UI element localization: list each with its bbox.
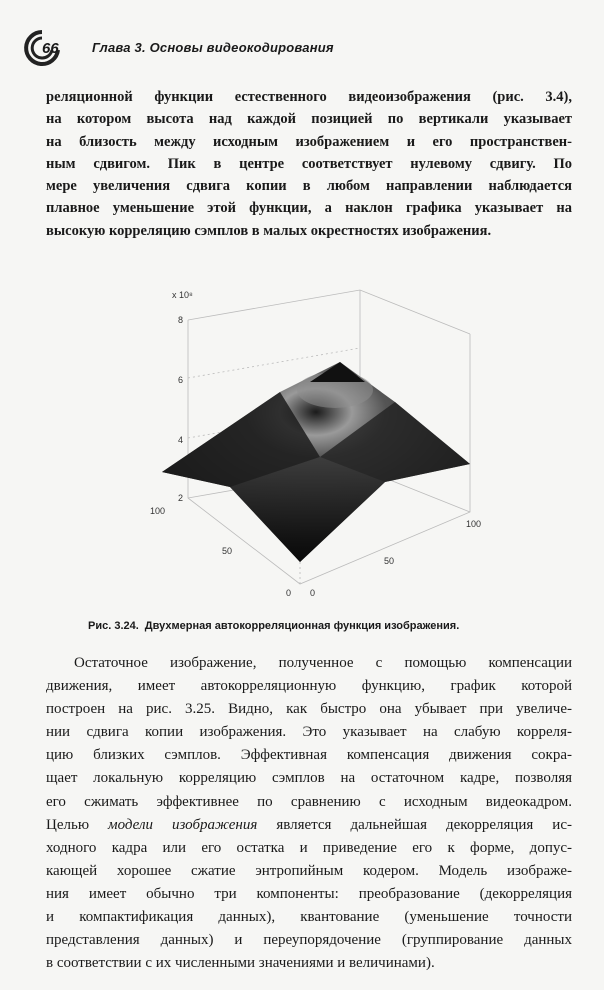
text-line: нии сдвига копии изображения. Это указывает на слабую корреля-: [46, 724, 572, 741]
left-axis-tick: 100: [150, 506, 166, 516]
text-line: Остаточное изображение, полученное с помощью компенсации: [74, 655, 572, 671]
text-line: высокую корреляцию сэмплов в малых окрестностях изображения.: [46, 222, 492, 239]
surface-plot: [150, 282, 490, 602]
running-head: Глава 3. Основы видеокодирования: [92, 40, 334, 55]
emphasized-term: модели изображения: [108, 816, 258, 833]
text-segment: Целью: [46, 816, 109, 833]
text-line: кающей хорошее сжатие энтропийным кодером. Модель изображе-: [46, 862, 572, 879]
figure-caption-text: Двухмерная автокорреляционная функция изображения.: [144, 620, 460, 632]
figure-number: Рис. 3.24.: [88, 620, 139, 632]
text-line: ным сдвигом. Пик в центре соответствует нулевому сдвигу. По: [46, 155, 572, 172]
text-line: щает локальную корреляцию сэмплов на остаточном кадре, позволяя: [46, 770, 572, 787]
z-tick: 4: [178, 435, 184, 445]
text-line-with-emphasis: [46, 814, 572, 837]
text-line: реляционной функции естественного видеоизображения (рис. 3.4),: [46, 89, 572, 105]
text-line: плавное уменьшение этой функции, а наклон графика указывает на: [46, 200, 572, 217]
left-axis-tick: 0: [286, 588, 292, 598]
autocorrelation-figure: [150, 282, 490, 602]
right-axis-tick: 0: [310, 588, 316, 598]
text-line: ходного кадра или его остатка и приведение его к форме, допус-: [46, 839, 572, 856]
page-number: 66: [42, 40, 59, 57]
text-line: мере увеличения сдвига копии в любом направлении наблюдается: [46, 178, 572, 195]
right-axis-tick: 50: [384, 556, 395, 566]
z-scale-label: x 10⁸: [172, 290, 193, 300]
text-line: цию близких сэмплов. Эффективная компенсация движения сокра-: [46, 747, 572, 764]
z-tick: 2: [178, 493, 184, 503]
text-line: представления данных) и переупорядочение (группирование данных: [46, 932, 572, 949]
text-line: движения, имеет автокорреляционную функцию, график которой: [46, 678, 572, 695]
z-tick: 8: [178, 315, 184, 325]
text-line: ния имеет обычно три компоненты: преобразование (декорреляция: [46, 885, 572, 902]
paragraph-bottom: [46, 652, 572, 975]
text-line: на близость между исходным изображением и его пространствен-: [46, 133, 572, 150]
z-tick: 6: [178, 375, 184, 385]
text-line: на котором высота над каждой позицией по вертикали указывает: [46, 111, 572, 128]
figure-caption: [88, 620, 558, 632]
text-line: и компактификация данных), квантование (уменьшение точности: [46, 909, 572, 926]
page-header: [22, 28, 582, 68]
text-line: его сжимать эффективнее по сравнению с исходным видеокадром.: [46, 793, 572, 810]
text-line: в соответствии с их численными значениями и величинами).: [46, 955, 435, 972]
text-segment: является дальнейшая декорреляция ис-: [257, 816, 572, 833]
text-line: построен на рис. 3.25. Видно, как быстро она убывает при увеличе-: [46, 701, 572, 718]
left-axis-tick: 50: [222, 546, 233, 556]
right-axis-tick: 100: [466, 519, 482, 529]
paragraph-top: [46, 86, 572, 242]
